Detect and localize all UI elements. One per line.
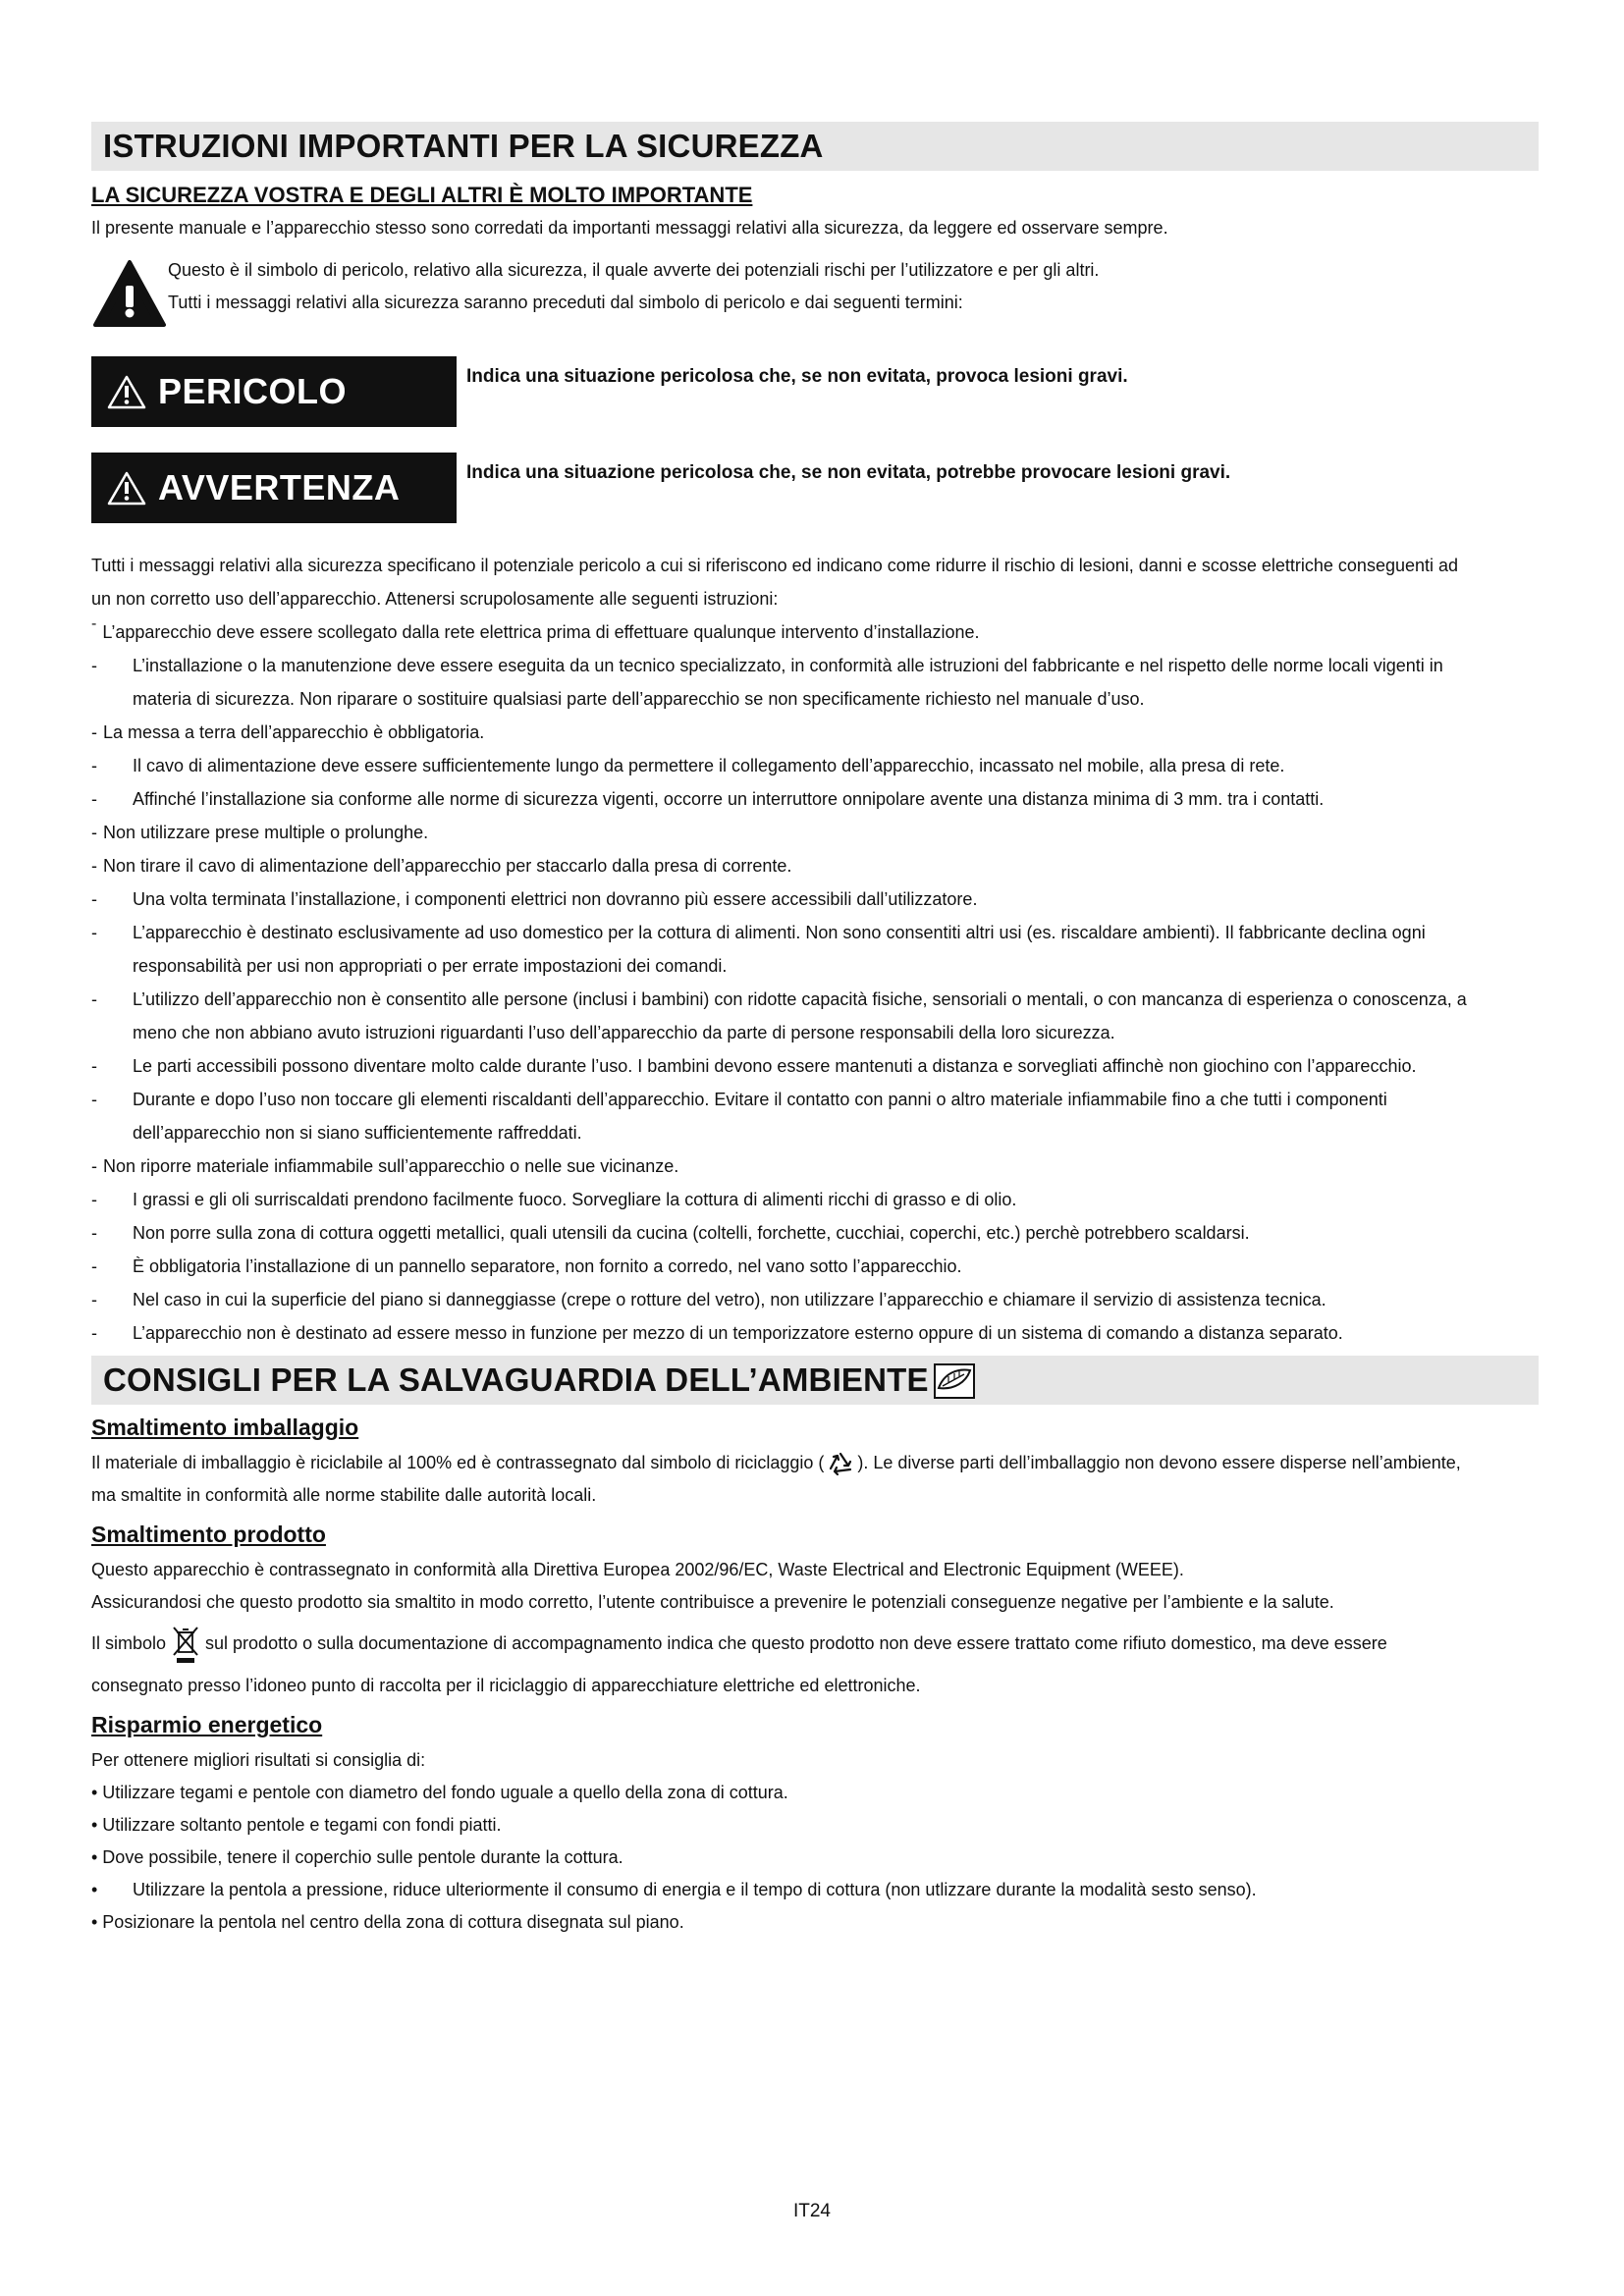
product-disposal-title: Smaltimento prodotto xyxy=(91,1522,326,1547)
product-line-4: consegnato presso l’idoneo punto di raccolta per il riciclaggio di apparecchiature elettriche ed elettroniche. xyxy=(91,1676,921,1695)
safety-paragraph-line-2: un non corretto uso dell’apparecchio. Attenersi scrupolosamente alle seguenti istruzioni: xyxy=(91,589,779,609)
environment-leaf-icon xyxy=(931,1359,978,1402)
warning-triangle-icon xyxy=(107,374,146,409)
packaging-line-2: ma smaltite in conformità alle norme stabilite dalle autorità locali. xyxy=(91,1485,597,1505)
product-line-1: Questo apparecchio è contrassegnato in conformità alla Direttiva Europea 2002/96/EC, Waste Electrical and Electronic Equipment (WEEE). xyxy=(91,1560,1184,1579)
energy-pressure-text: Utilizzare la pentola a pressione, riduce ulteriormente il consumo di energia e il tempo di cottura (non utlizzare durante la modalità sesto senso). xyxy=(133,1880,1257,1899)
list-item: - Durante e dopo l’uso non toccare gli elementi riscaldanti dell’apparecchio. Evitare il contatto con panni o altro materiale infiammabile fino a che tutti i componenti dell’apparecchio non si siano sufficientemente raffreddati. xyxy=(91,1090,1387,1143)
product-line-3 xyxy=(91,1625,1539,1664)
list-item: - Nel caso in cui la superficie del piano si danneggiasse (crepe o rotture del vetro), non utilizzare l’apparecchio e chiamare il servizio di assistenza tecnica. xyxy=(91,1290,1326,1309)
safety-section-title: ISTRUZIONI IMPORTANTI PER LA SICUREZZA xyxy=(103,128,824,164)
manual-page xyxy=(91,122,1539,1939)
product-text-a: Il simbolo xyxy=(91,1632,172,1653)
bullet: • xyxy=(91,1880,98,1899)
list-item: - Le parti accessibili possono diventare molto calde durante l’uso. I bambini devono essere mantenuti a distanza e sorvegliati affinchè non giochino con l’apparecchio. xyxy=(91,1056,1417,1076)
energy-item: • Utilizzare tegami e pentole con diametro del fondo uguale a quello della zona di cottura. xyxy=(91,1783,788,1802)
avvertenza-badge xyxy=(91,453,457,523)
list-item: - La messa a terra dell’apparecchio è obbligatoria. xyxy=(91,722,485,742)
warning-triangle-icon xyxy=(91,254,168,333)
energy-item: • Posizionare la pentola nel centro della zona di cottura disegnata sul piano. xyxy=(91,1912,684,1932)
pericolo-description: Indica una situazione pericolosa che, se non evitata, provoca lesioni gravi. xyxy=(466,366,1128,387)
pericolo-row xyxy=(91,356,1539,427)
safety-paragraph-line-1: Tutti i messaggi relativi alla sicurezza specificano il potenziale pericolo a cui si riferiscono ed indicano come ridurre il rischio di lesioni, danni e scosse elettriche conseguenti ad xyxy=(91,556,1459,575)
list-item: - I grassi e gli oli surriscaldati prendono facilmente fuoco. Sorvegliare la cottura di alimenti ricchi di grasso e di olio. xyxy=(91,1190,1017,1209)
packaging-title: Smaltimento imballaggio xyxy=(91,1415,359,1440)
avvertenza-row xyxy=(91,453,1539,523)
hazard-symbol-block xyxy=(91,254,1539,333)
energy-intro: Per ottenere migliori risultati si consiglia di: xyxy=(91,1750,426,1770)
environment-section-title xyxy=(103,1359,978,1402)
energy-saving-title: Risparmio energetico xyxy=(91,1712,323,1737)
crossed-bin-icon xyxy=(171,1625,200,1664)
packaging-text-b: ). Le diverse parti dell’imballaggio non devono essere disperse nell’ambiente, xyxy=(857,1453,1461,1472)
safety-intro: Il presente manuale e l’apparecchio stesso sono corredati da importanti messaggi relativi alla sicurezza, da leggere ed osservare sempre. xyxy=(91,218,1168,238)
list-item: - Il cavo di alimentazione deve essere sufficientemente lungo da permettere il collegamento dell’apparecchio, incassato nel mobile, alla presa di rete. xyxy=(91,756,1285,775)
energy-item: • Dove possibile, tenere il coperchio sulle pentole durante la cottura. xyxy=(91,1847,623,1867)
avvertenza-description: Indica una situazione pericolosa che, se non evitata, potrebbe provocare lesioni gravi. xyxy=(466,462,1231,483)
packaging-line-1 xyxy=(91,1447,1539,1479)
pericolo-badge xyxy=(91,356,457,427)
list-item: - L’apparecchio deve essere scollegato dalla rete elettrica prima di effettuare qualunque intervento d’installazione. xyxy=(91,615,980,642)
page-number: IT24 xyxy=(792,2201,832,2221)
packaging-text-a: Il materiale di imballaggio è riciclabile al 100% ed è contrassegnato dal simbolo di riciclaggio ( xyxy=(91,1453,825,1472)
recycle-icon xyxy=(824,1450,857,1477)
list-item: - Non utilizzare prese multiple o prolunghe. xyxy=(91,823,429,842)
environment-section-banner xyxy=(91,1356,1539,1405)
list-item: - Non tirare il cavo di alimentazione dell’apparecchio per staccarlo dalla presa di corrente. xyxy=(91,856,792,876)
product-text-b: sul prodotto o sulla documentazione di accompagnamento indica che questo prodotto non deve essere trattato come rifiuto domestico, ma deve essere xyxy=(200,1632,1387,1653)
list-item: - L’apparecchio non è destinato ad essere messo in funzione per mezzo di un temporizzatore esterno oppure di un sistema di comando a distanza separato. xyxy=(91,1323,1343,1343)
pericolo-label: PERICOLO xyxy=(158,371,348,411)
safety-section-banner xyxy=(91,122,1539,171)
list-item: - Affinché l’installazione sia conforme alle norme di sicurezza vigenti, occorre un interruttore onnipolare avente una distanza minima di 3 mm. tra i contatti. xyxy=(91,789,1325,809)
energy-item xyxy=(91,1874,1539,1906)
list-item: - L’installazione o la manutenzione deve essere eseguita da un tecnico specializzato, in conformità alle istruzioni del fabbricante e nel rispetto delle norme locali vigenti in materia di sicurezza. Non riparare o sostituire qualsiasi parte dell’apparecchio se non specificamente richiesto nel manuale d’uso. xyxy=(91,656,1443,709)
list-item: - L’apparecchio è destinato esclusivamente ad uso domestico per la cottura di alimenti. Non sono consentiti altri usi (es. riscaldare ambienti). Il fabbricante declina ogni responsabilità per usi non appropriati o per errate impostazioni dei comandi. xyxy=(91,923,1426,976)
energy-item: • Utilizzare soltanto pentole e tegami con fondi piatti. xyxy=(91,1815,502,1835)
safety-instructions xyxy=(91,549,1539,1350)
safety-subtitle: LA SICUREZZA VOSTRA E DEGLI ALTRI È MOLTO IMPORTANTE xyxy=(91,183,753,207)
list-item: - L’utilizzo dell’apparecchio non è consentito alle persone (inclusi i bambini) con ridotte capacità fisiche, sensoriali o mentali, o con mancanza di esperienza o conoscenza, a meno che non abbiano avuto istruzioni riguardanti l’uso dell’apparecchio da parte di persone responsabili della loro sicurezza. xyxy=(91,989,1467,1042)
warning-triangle-icon xyxy=(107,470,146,506)
list-item: - Non riporre materiale infiammabile sull’apparecchio o nelle sue vicinanze. xyxy=(91,1156,679,1176)
list-item: - Non porre sulla zona di cottura oggetti metallici, quali utensili da cucina (coltelli, forchette, cucchiai, coperchi, etc.) perchè potrebbero scaldarsi. xyxy=(91,1223,1250,1243)
hazard-line-2: Tutti i messaggi relativi alla sicurezza saranno preceduti dal simbolo di pericolo e dai seguenti termini: xyxy=(168,293,963,312)
environment-title-text: CONSIGLI PER LA SALVAGUARDIA DELL’AMBIENTE xyxy=(103,1362,929,1398)
list-item: - È obbligatoria l’installazione di un pannello separatore, non fornito a corredo, nel vano sotto l’apparecchio. xyxy=(91,1256,962,1276)
product-line-2: Assicurandosi che questo prodotto sia smaltito in modo corretto, l’utente contribuisce a prevenire le potenziali conseguenze negative per l’ambiente e la salute. xyxy=(91,1592,1334,1612)
hazard-text xyxy=(168,254,1099,319)
list-item: - Una volta terminata l’installazione, i componenti elettrici non dovranno più essere accessibili dall’utilizzatore. xyxy=(91,889,978,909)
avvertenza-label: AVVERTENZA xyxy=(158,467,401,507)
hazard-line-1: Questo è il simbolo di pericolo, relativo alla sicurezza, il quale avverte dei potenziali rischi per l’utilizzatore e per gli altri. xyxy=(168,260,1100,280)
